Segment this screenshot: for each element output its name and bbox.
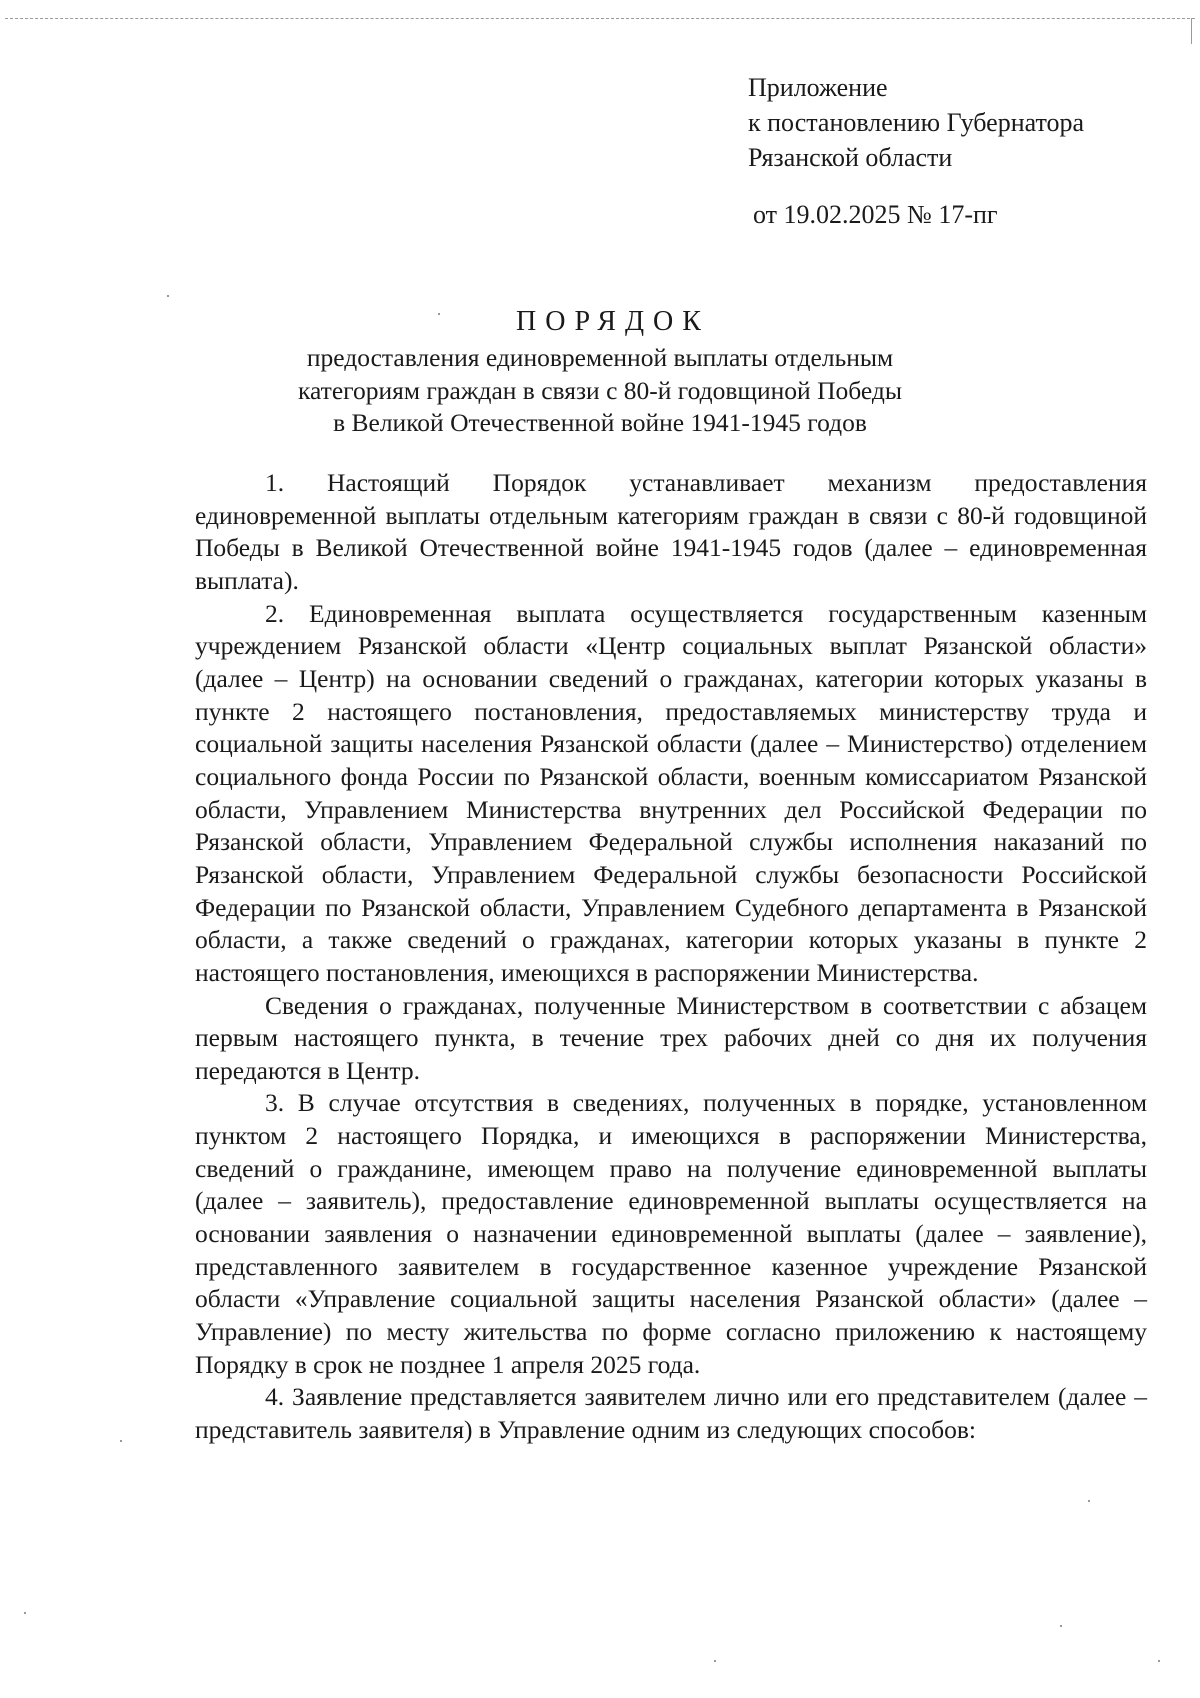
appendix-line-2: к постановлению Губернатора bbox=[748, 108, 1085, 137]
scan-top-border bbox=[5, 18, 1195, 19]
paragraph-3: 3. В случае отсутствия в сведениях, полученных в порядке, установленном пунктом 2 настоящего Порядка, и имеющихся в распоряжении Министерства, сведений о гражданине, имеющем право на получение единовременной выплаты (далее – заявитель), предоставление единовременной выплаты осуществляется на основании заявления о назначении единовременной выплаты (далее – заявление), представленного заявителем в государственное казенное учреждение Рязанской области «Управление социальной защиты населения Рязанской области» (далее – Управление) по месту жительства по форме согласно приложению к настоящему Порядку в срок не позднее 1 апреля 2025 года. bbox=[195, 1088, 1147, 1379]
paragraph-2: 2. Единовременная выплата осуществляется государственным казенным учреждением Рязанской области «Центр социальных выплат Рязанской области» (далее – Центр) на основании сведений о гражданах, категории которых указаны в пункте 2 настоящего постановления, предоставляемых министерству труда и социальной защиты населения Рязанской области (далее – Министерство) отделением социального фонда России по Рязанской области, военным комиссариатом Рязанской области, Управлением Министерства внутренних дел Российской Федерации по Рязанской области, Управлением Федеральной службы исполнения наказаний по Рязанской области, Управлением Федеральной службы безопасности Российской Федерации по Рязанской области, Управлением Судебного департамента в Рязанской области, а также сведений о гражданах, категории которых указаны в пункте 2 настоящего постановления, имеющихся в распоряжении Министерства. bbox=[195, 598, 1147, 987]
document-subtitle-line-1: предоставления единовременной выплаты отдельным bbox=[306, 343, 894, 372]
paragraph-1: 1. Настоящий Порядок устанавливает механизм предоставления единовременной выплаты отдельным категориям граждан в связи с 80-й годовщиной Победы в Великой Отечественной войне 1941-1945 годов (далее – единовременная выплата). bbox=[195, 468, 1147, 595]
document-subtitle-line-2: категориям граждан в связи с 80-й годовщиной Победы bbox=[298, 375, 902, 405]
document-subtitle-line-3: в Великой Отечественной войне 1941-1945 годов bbox=[333, 408, 867, 438]
paragraph-4: 4. Заявление представляется заявителем лично или его представителем (далее – представитель заявителя) в Управление одним из следующих способов: bbox=[195, 1382, 1147, 1445]
document-body bbox=[195, 467, 1147, 1447]
scan-corner-mark bbox=[1191, 18, 1192, 44]
document-heading bbox=[150, 303, 1050, 440]
appendix-date-line: от 19.02.2025 № 17-пг bbox=[753, 200, 998, 229]
appendix-line-1: Приложение bbox=[748, 73, 888, 102]
appendix-block bbox=[748, 70, 1084, 232]
paragraph-2-continued: Сведения о гражданах, полученные Министерством в соответствии с абзацем первым настоящего пункта, в течение трех рабочих дней со дня их получения передаются в Центр. bbox=[195, 990, 1147, 1085]
document-title: ПОРЯДОК bbox=[516, 306, 710, 337]
appendix-line-3: Рязанской области bbox=[748, 143, 953, 172]
